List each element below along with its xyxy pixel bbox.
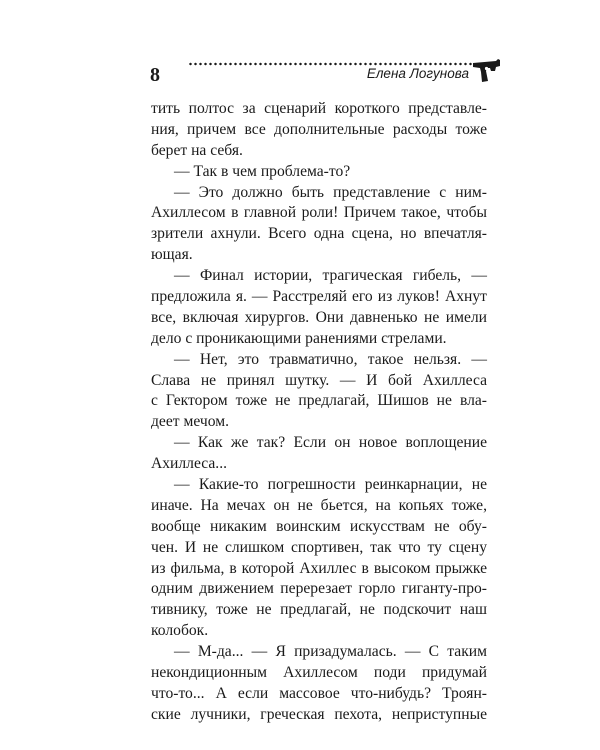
text-line: из фильма, в которой Ахиллес в высоком прыжке <box>151 559 487 577</box>
text-line: ющая. <box>151 246 193 264</box>
text-line: ния, причем все дополнительные расходы тоже <box>151 120 487 138</box>
text-line: дело с проникающими ранениями стрелами. <box>151 329 447 347</box>
text-line: берет на себя. <box>151 141 243 159</box>
text-line: одним движением перерезает горло гиганту-про- <box>151 580 487 598</box>
text-line: колобок. <box>151 622 209 640</box>
text-line: вообще никаким воинским искусствам не обу- <box>151 517 487 535</box>
running-header-author: Елена Логунова <box>366 66 469 81</box>
text-line: — Нет, это травматично, такое нельзя. — <box>174 350 487 368</box>
text-line: с Гектором тоже не предлагай, Шишов не вла- <box>151 392 487 410</box>
text-line: ские лучники, греческая пехота, неприступные <box>151 705 487 723</box>
book-text <box>151 99 487 726</box>
text-line: предложила я. — Расстреляй его из луков! Ахнут <box>151 288 487 306</box>
text-line: Ахиллеса... <box>151 455 228 473</box>
revolver-icon <box>472 57 502 83</box>
text-line: — Как же так? Если он новое воплощение <box>174 434 487 452</box>
text-line: иначе. На мечах он не бьется, на копьях тоже, <box>151 496 487 514</box>
text-line: — Так в чем проблема-то? <box>174 162 351 180</box>
text-line: тивнику, тоже не предлагай, не подскочит наш <box>151 601 487 619</box>
text-line: зрители ахнули. Всего одна сцена, но впечатля- <box>151 225 487 243</box>
text-line: — Это должно быть представление с ним- <box>174 183 487 201</box>
text-line: Слава не принял шутку. — И бой Ахиллеса <box>151 371 487 389</box>
text-line: что-то... А если массовое что-нибудь? Троян- <box>151 684 487 702</box>
text-line: тить полтос за сценарий короткого представле- <box>151 100 487 117</box>
text-line: некондиционным Ахиллесом поди придумай <box>151 664 487 682</box>
text-line: — М-да... — Я призадумалась. — С таким <box>174 643 487 661</box>
text-line: чен. И не слишком спортивен, так что ту сцену <box>151 538 487 556</box>
text-line: — Какие-то погрешности реинкарнации, не <box>174 476 487 494</box>
text-line: деет мечом. <box>151 413 229 431</box>
text-line: все, включая хирургов. Они давненько не имели <box>151 308 487 326</box>
text-line: — Финал истории, трагическая гибель, — <box>174 267 487 285</box>
page-number: 8 <box>150 64 160 86</box>
text-line: Ахиллесом в главной роли! Причем такое, чтобы <box>151 204 487 222</box>
